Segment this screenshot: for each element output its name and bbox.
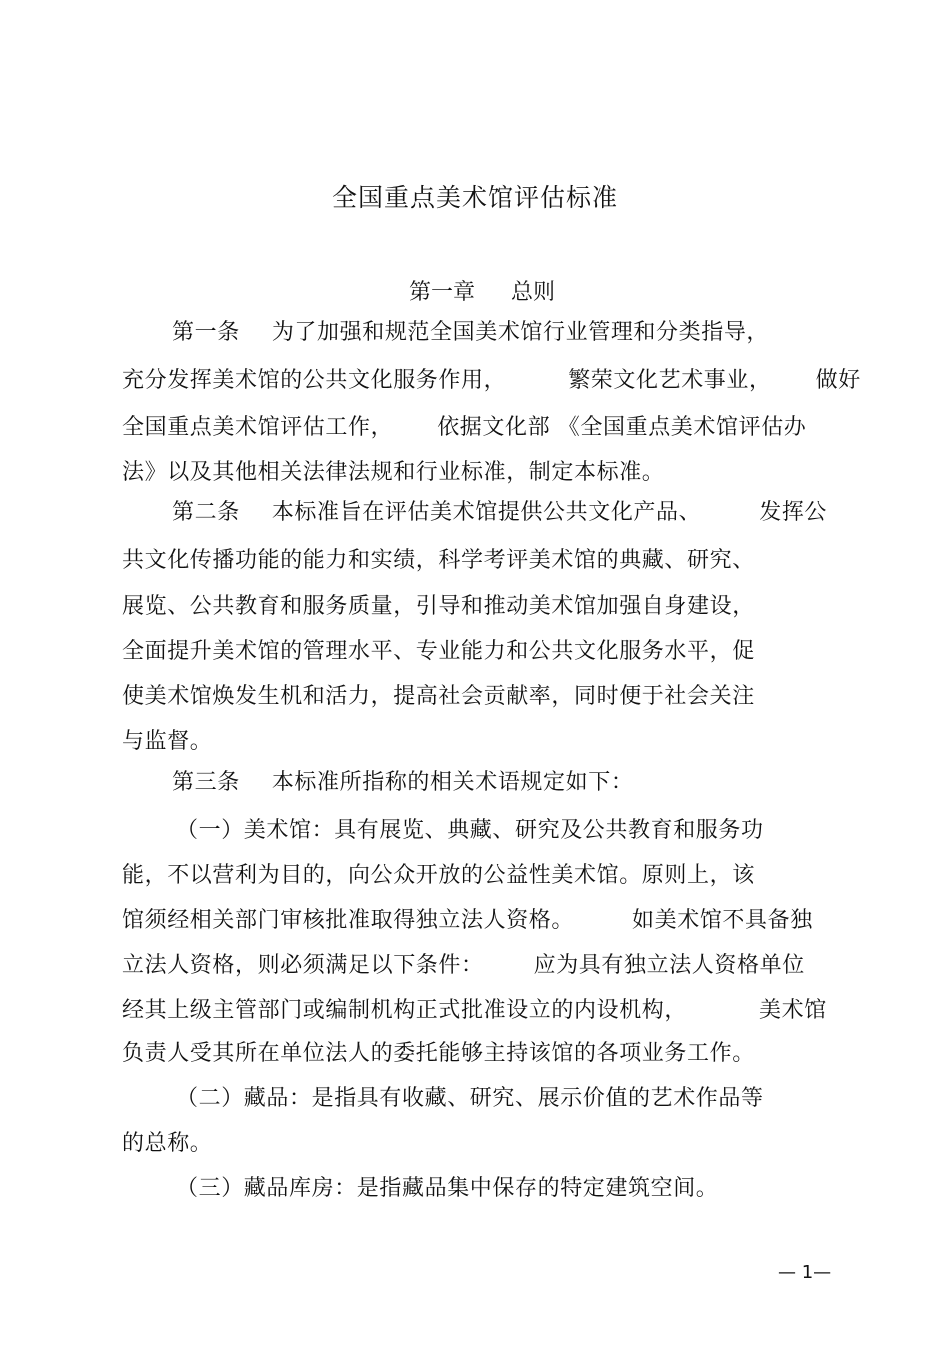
item-2-line-2: 的总称。 bbox=[122, 1131, 213, 1156]
text-segment: 本标准旨在评估美术馆提供公共文化产品、 bbox=[271, 500, 702, 525]
text-segment: 繁荣文化艺术事业， bbox=[568, 368, 772, 393]
article-1-text: 为了加强和规范全国美术馆行业管理和分类指导， bbox=[271, 320, 770, 345]
text-segment: 充分发挥美术馆的公共文化服务作用， bbox=[122, 368, 507, 393]
article-1-line-3 bbox=[122, 415, 806, 441]
item-1-line-3 bbox=[122, 908, 813, 934]
chapter-number: 第一章 bbox=[408, 280, 475, 305]
text-segment: 立法人资格，则必须满足以下条件： bbox=[122, 953, 484, 978]
article-1-label: 第一条 bbox=[172, 320, 240, 345]
document-title: 全国重点美术馆评估标准 bbox=[331, 183, 618, 212]
page-number: — 1— bbox=[778, 1262, 832, 1283]
article-3-first-line bbox=[172, 770, 633, 796]
article-2-line-2: 共文化传播功能的能力和实绩，科学考评美术馆的典藏、研究、 bbox=[122, 548, 755, 573]
article-3-label: 第三条 bbox=[172, 770, 240, 795]
item-1-line-5 bbox=[122, 998, 827, 1024]
text-segment: 本标准所指称的相关术语规定如下： bbox=[271, 770, 634, 795]
article-1-line-4: 法》以及其他相关法律法规和行业标准，制定本标准。 bbox=[122, 460, 665, 485]
text-segment: 经其上级主管部门或编制机构正式批准设立的内设机构， bbox=[122, 998, 688, 1023]
text-segment: 全国重点美术馆评估工作， bbox=[122, 415, 394, 440]
text-segment: 应为具有独立法人资格单位 bbox=[533, 953, 805, 978]
article-2-line-5: 使美术馆焕发生机和活力，提高社会贡献率，同时便于社会关注 bbox=[122, 684, 755, 709]
article-2-first-line bbox=[172, 500, 827, 526]
item-3-line-1: （三）藏品库房：是指藏品集中保存的特定建筑空间。 bbox=[176, 1176, 719, 1201]
item-1-line-2: 能，不以营利为目的，向公众开放的公益性美术馆。原则上，该 bbox=[122, 863, 755, 888]
chapter-heading bbox=[0, 280, 950, 306]
item-1-line-1: （一）美术馆：具有展览、典藏、研究及公共教育和服务功 bbox=[176, 818, 764, 843]
item-2-line-1: （二）藏品：是指具有收藏、研究、展示价值的艺术作品等 bbox=[176, 1086, 764, 1111]
article-1-first-line bbox=[172, 320, 769, 346]
article-2-line-4: 全面提升美术馆的管理水平、专业能力和公共文化服务水平，促 bbox=[122, 639, 755, 664]
article-2-line-3: 展览、公共教育和服务质量，引导和推动美术馆加强自身建设， bbox=[122, 594, 755, 619]
article-2-line-6: 与监督。 bbox=[122, 729, 213, 754]
text-segment: 发挥公 bbox=[759, 500, 828, 525]
item-1-line-4 bbox=[122, 953, 805, 979]
item-1-line-6: 负责人受其所在单位法人的委托能够主持该馆的各项业务工作。 bbox=[122, 1041, 755, 1066]
text-segment: 依据文化部 《全国重点美术馆评估办 bbox=[437, 415, 807, 440]
text-segment: 美术馆 bbox=[759, 998, 827, 1023]
text-segment: 如美术馆不具备独 bbox=[632, 908, 813, 933]
text-segment: 做好 bbox=[815, 368, 861, 393]
article-1-line-2 bbox=[122, 368, 861, 394]
chapter-name: 总则 bbox=[511, 280, 556, 305]
text-segment: 馆须经相关部门审核批准取得独立法人资格。 bbox=[122, 908, 575, 933]
article-2-label: 第二条 bbox=[172, 500, 240, 525]
